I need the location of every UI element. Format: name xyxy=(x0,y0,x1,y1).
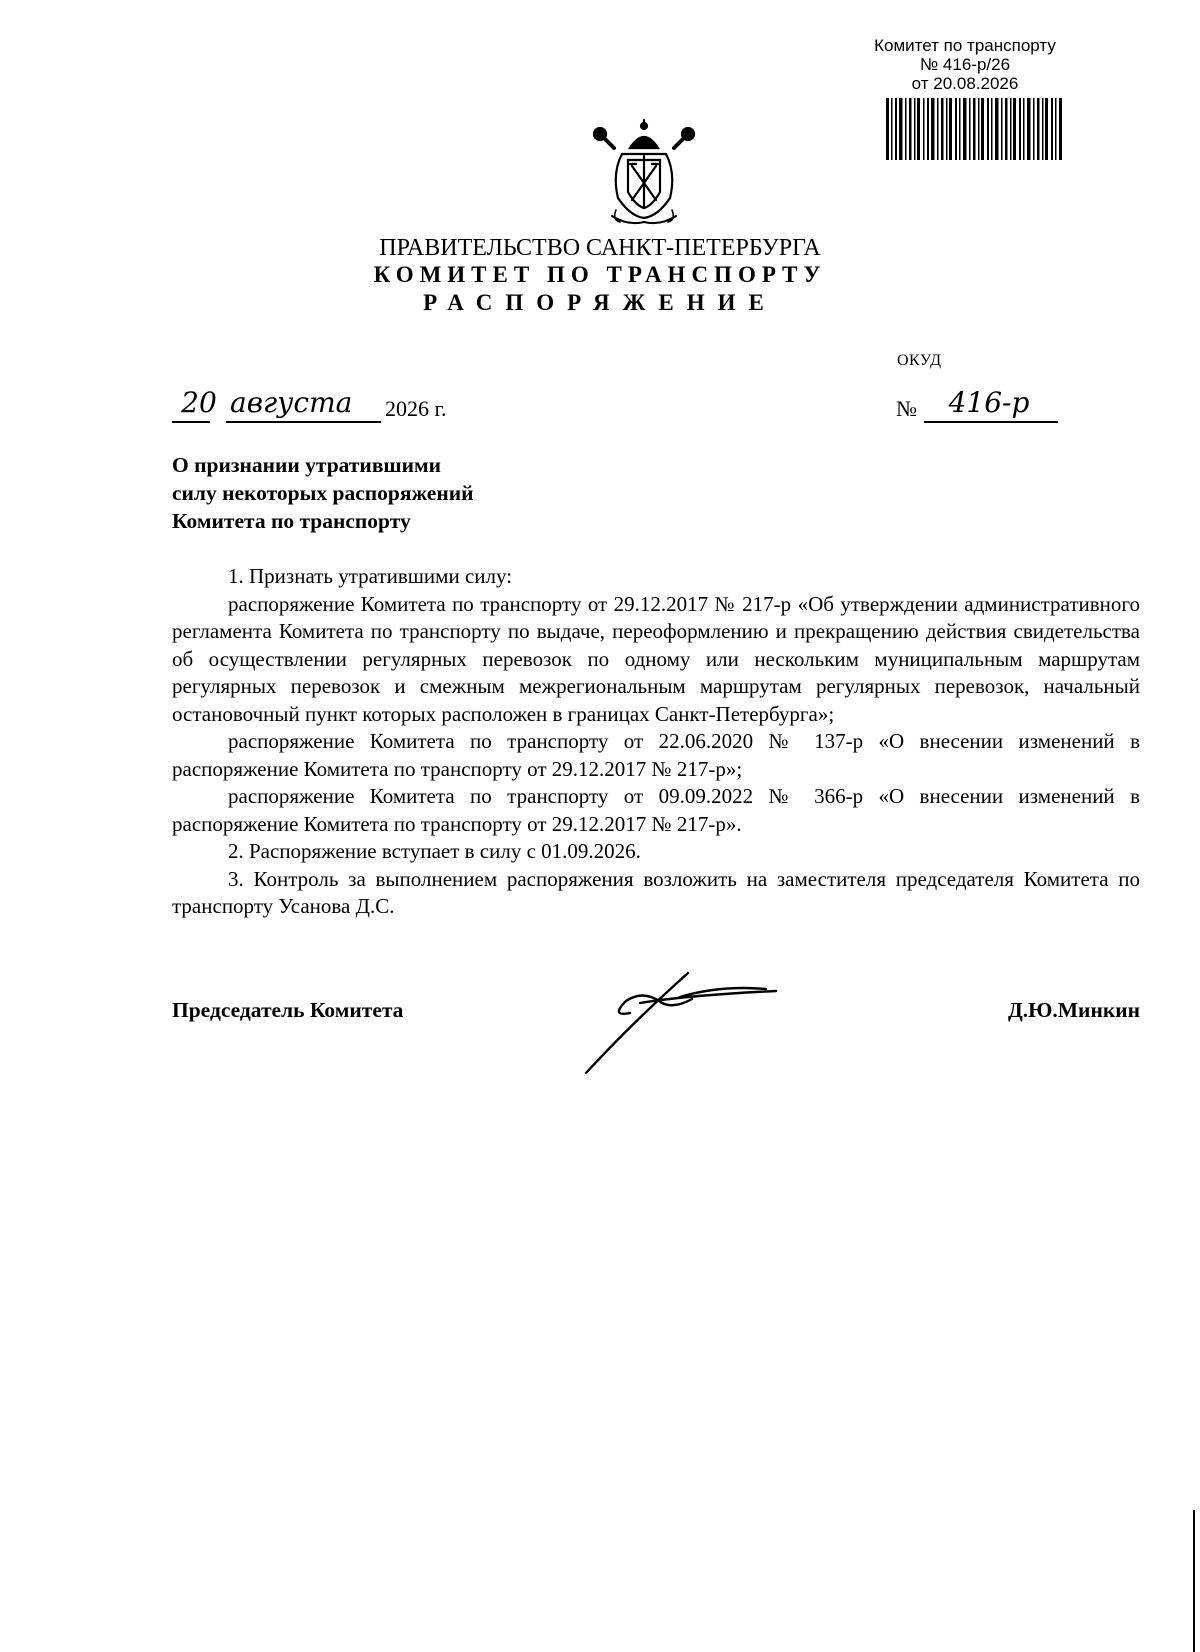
registration-line-number: № 416-р/26 xyxy=(919,55,1011,74)
paragraph-item-3: 3. Контроль за выполнением распоряжения возложить на заместителя председателя Комитета по транспорту Усанова Д.С. xyxy=(172,866,1140,918)
scan-edge-mark xyxy=(1193,1510,1195,1652)
number-value: 416-р xyxy=(948,386,1030,419)
barcode-icon xyxy=(886,98,1062,160)
title-line: О признании утратившими xyxy=(172,453,442,477)
registration-line-date: от 20.08.2026 xyxy=(911,74,1019,93)
paragraph-order-366: распоряжение Комитета по транспорту от 09.09.2022 № 366-р «О внесении изменений в распоряжение Комитета по транспорту от 29.12.2017 № 217-р». xyxy=(172,784,1140,836)
date-day: 20 xyxy=(181,386,217,419)
paragraph-order-217: распоряжение Комитета по транспорту от 29.12.2017 № 217-р «Об утверждении административного регламента Комитета по транспорту по выдаче, переоформлению и прекращению действия свидетельства об осуществлении регулярных перевозок по одному или нескольким муниципальным маршрутам регулярных перевозок и смежным межрегиональным маршрутам регулярных перевозок, начальный остановочный пункт которых расположен в границах Санкт-Петербурга»; xyxy=(172,591,1140,726)
date-day-underline xyxy=(172,421,210,423)
title-line: Комитета по транспорту xyxy=(172,509,411,533)
registration-stamp xyxy=(850,36,1080,93)
number-underline xyxy=(924,421,1058,423)
handwritten-signature-icon xyxy=(570,955,790,1080)
paragraph-order-137: распоряжение Комитета по транспорту от 22.06.2020 № 137-р «О внесении изменений в распоряжение Комитета по транспорту от 29.12.2017 № 217-р»; xyxy=(172,729,1140,781)
paragraph-item-1: 1. Признать утратившими силу: xyxy=(228,564,513,588)
government-name: ПРАВИТЕЛЬСТВО САНКТ-ПЕТЕРБУРГА xyxy=(379,235,821,261)
registration-line-committee: Комитет по транспорту xyxy=(874,36,1056,55)
document-body xyxy=(172,563,1140,921)
signatory-name: Д.Ю.Минкин xyxy=(1008,998,1140,1022)
title-line: силу некоторых распоряжений xyxy=(172,481,474,505)
document-type: РАСПОРЯЖЕНИЕ xyxy=(423,290,777,315)
st-petersburg-coat-of-arms-icon xyxy=(592,118,696,228)
signatory-position: Председатель Комитета xyxy=(172,998,404,1022)
okud-label: ОКУД xyxy=(897,352,942,369)
paragraph-item-2: 2. Распоряжение вступает в силу с 01.09.2026. xyxy=(228,839,641,863)
committee-name: КОМИТЕТ ПО ТРАНСПОРТУ xyxy=(373,262,827,287)
date-year: 2026 г. xyxy=(385,396,447,421)
document-title xyxy=(172,451,474,535)
number-label: № xyxy=(896,396,917,421)
date-month-underline xyxy=(226,421,381,423)
date-month: августа xyxy=(230,386,353,419)
